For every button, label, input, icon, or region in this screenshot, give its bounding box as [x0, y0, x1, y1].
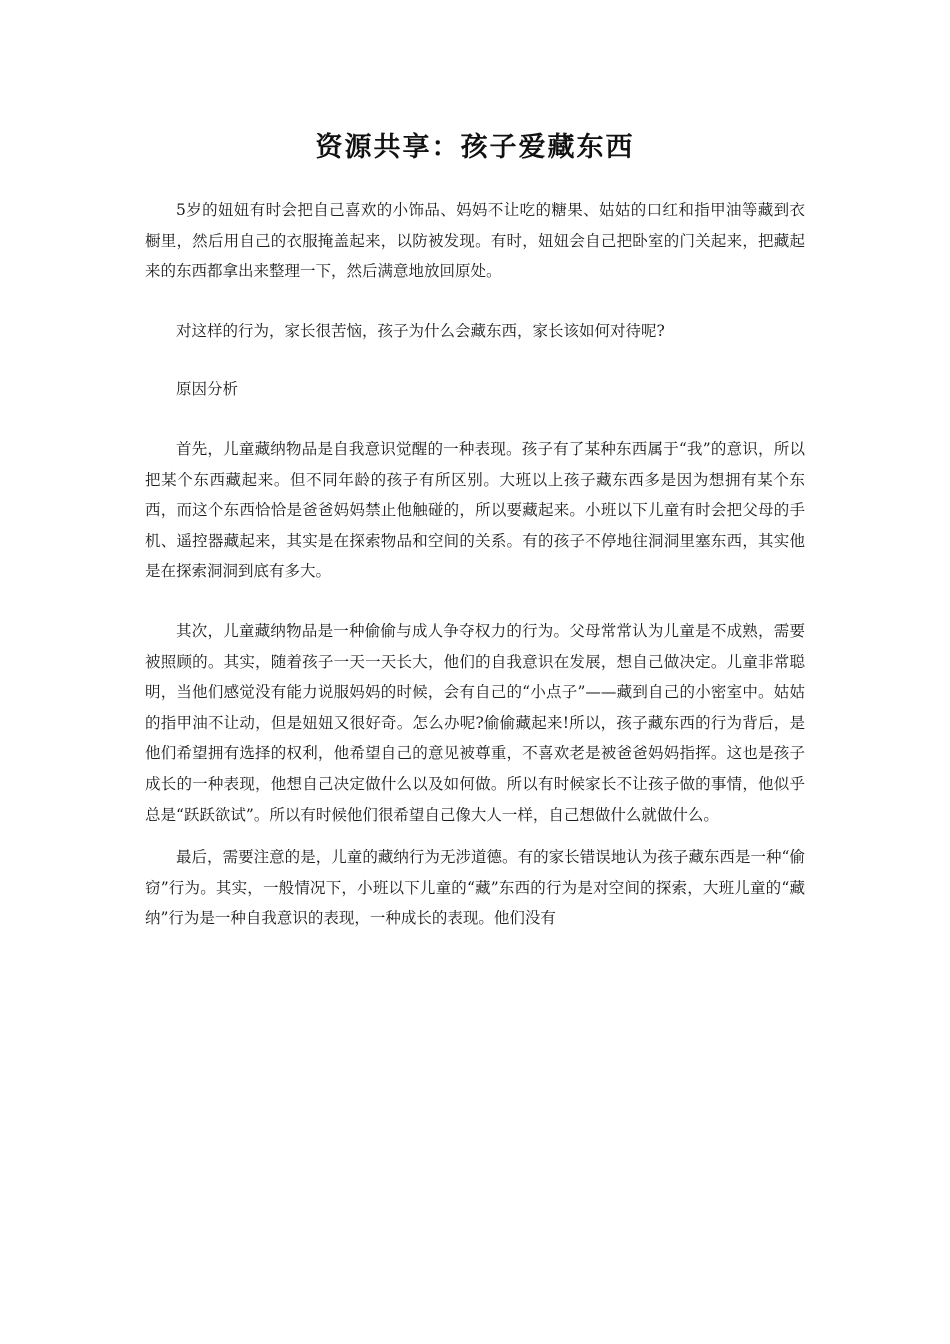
paragraph-last-reason: 最后，需要注意的是，儿童的藏纳行为无涉道德。有的家长错误地认为孩子藏东西是一种“偷窃”行为。其实，一般情况下，小班以下儿童的“藏”东西的行为是对空间的探索，大班儿童的“藏纳”行为是一种自我意识的表现，一种成长的表现。他们没有 [145, 848, 805, 928]
document-title: 资源共享：孩子爱藏东西 [315, 132, 635, 163]
paragraph-first-reason: 首先，儿童藏纳物品是自我意识觉醒的一种表现。孩子有了某种东西属于“我”的意识，所以把某个东西藏起来。但不同年龄的孩子有所区别。大班以上孩子藏东西多是因为想拥有某个东西，而这个东西恰恰是爸爸妈妈禁止他触碰的，所以要藏起来。小班以下儿童有时会把父母的手机、遥控器藏起来，其实是在探索物品和空间的关系。有的孩子不停地往洞洞里塞东西，其实他是在探索洞洞到底有多大。 [145, 439, 805, 581]
section-heading-cause-analysis: 原因分析 [176, 380, 239, 399]
document-body [145, 195, 805, 934]
paragraph-intro: 5岁的妞妞有时会把自己喜欢的小饰品、妈妈不让吃的糖果、姑姑的口红和指甲油等藏到衣橱里，然后用自己的衣服掩盖起来，以防被发现。有时，妞妞会自己把卧室的门关起来，把藏起来的东西都拿出来整理一下，然后满意地放回原处。 [145, 201, 805, 281]
paragraph-question: 对这样的行为，家长很苦恼，孩子为什么会藏东西，家长该如何对待呢? [176, 321, 665, 340]
paragraph-second-reason: 其次，儿童藏纳物品是一种偷偷与成人争夺权力的行为。父母常常认为儿童是不成熟，需要被照顾的。其实，随着孩子一天一天长大，他们的自我意识在发展，想自己做决定。儿童非常聪明，当他们感觉没有能力说服妈妈的时候，会有自己的“小点子”——藏到自己的小密室中。姑姑的指甲油不让动，但是妞妞又很好奇。怎么办呢?偷偷藏起来!所以，孩子藏东西的行为背后，是他们希望拥有选择的权利，他希望自己的意见被尊重，不喜欢老是被爸爸妈妈指挥。这也是孩子成长的一种表现，他想自己决定做什么以及如何做。所以有时候家长不让孩子做的事情，他似乎总是“跃跃欲试”。所以有时候他们很希望自己像大人一样，自己想做什么就做什么。 [145, 621, 805, 824]
